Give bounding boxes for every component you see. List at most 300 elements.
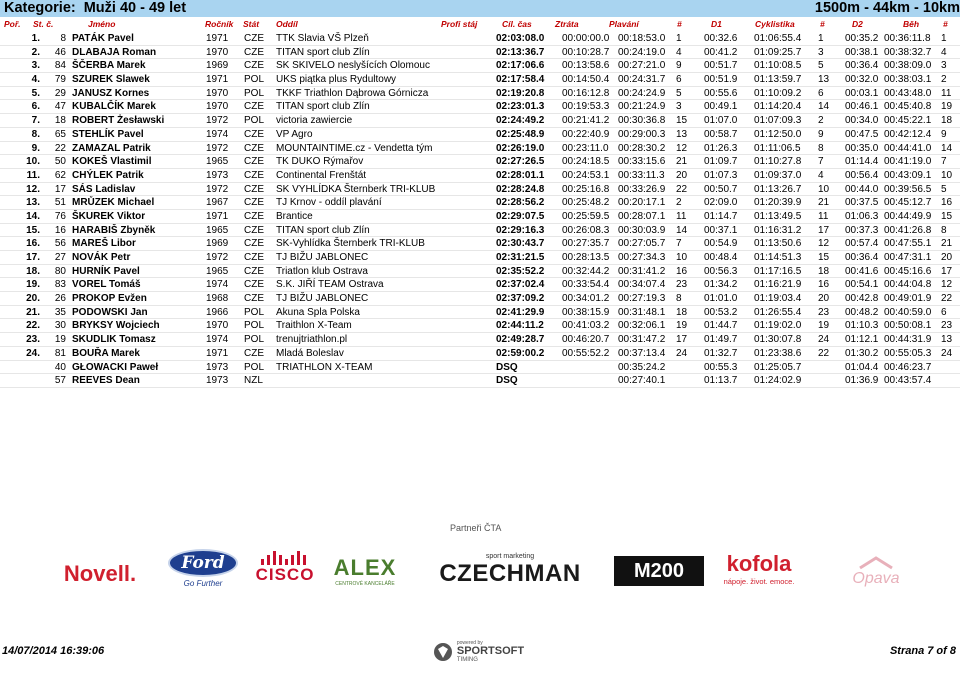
cell-club: TJ BIŽU JABLONEC — [276, 252, 369, 263]
cell-club: Continental Frenštát — [276, 169, 367, 181]
cell-name: SÁS Ladislav — [72, 183, 136, 195]
cell-run: 00:43:09.1 — [884, 169, 932, 181]
footer-page: Strana 7 of 8 — [889, 645, 956, 657]
cell-year: 1970 — [206, 320, 229, 332]
cell-n2: 1 — [818, 33, 824, 44]
cell-st: 80 — [54, 265, 66, 277]
cell-n1: 13 — [676, 128, 688, 140]
cell-d1: 01:01.0 — [704, 293, 738, 305]
cell-run: 00:45:12.7 — [884, 197, 932, 209]
cell-gap: 00:10:28.7 — [562, 46, 610, 58]
cell-name: HARABIŠ Zbyněk — [72, 224, 156, 236]
table-row — [0, 306, 960, 320]
novell-logo — [50, 556, 150, 592]
cell-d2: 01:36.9 — [845, 375, 879, 387]
cell-club: TITAN sport club Zlín — [276, 46, 370, 58]
cell-finish: 02:35:52.2 — [496, 265, 545, 277]
col-run: Běh — [903, 19, 920, 29]
cell-year: 1971 — [206, 347, 229, 359]
cell-year: 1972 — [206, 252, 229, 263]
table-row — [0, 73, 960, 87]
cell-swim: 00:30:03.9 — [618, 224, 666, 236]
cell-d2: 00:32.0 — [845, 74, 879, 86]
cell-n3: 2 — [941, 74, 947, 86]
cell-n2: 4 — [818, 169, 824, 181]
cell-n2: 15 — [818, 252, 830, 263]
cell-n2: 5 — [818, 60, 824, 72]
cell-st: 22 — [54, 142, 66, 154]
cell-year: 1973 — [206, 361, 229, 373]
cell-d1: 00:41.2 — [704, 46, 738, 58]
ford-logo — [163, 546, 243, 590]
cell-run: 00:38:09.0 — [884, 60, 932, 72]
cell-nat: CZE — [244, 60, 264, 72]
cell-st: 65 — [54, 128, 66, 140]
cell-n1: 6 — [676, 74, 682, 86]
cell-swim: 00:28:07.1 — [618, 210, 666, 222]
cell-swim: 00:32:06.1 — [618, 320, 666, 332]
cell-n1: 5 — [676, 87, 682, 99]
cell-run: 00:55:05.3 — [884, 347, 932, 359]
cell-club: SK VYHLÍDKA Šternberk TRI-KLUB — [276, 183, 436, 195]
cell-n1: 11 — [676, 210, 687, 222]
cell-bike: 01:12:50.0 — [754, 128, 802, 140]
col-d1: D1 — [711, 19, 722, 29]
cell-d2: 00:47.5 — [845, 128, 879, 140]
col-finish: Cíl. čas — [502, 19, 532, 29]
table-row — [0, 87, 960, 101]
cell-gap: 00:00:00.0 — [562, 33, 610, 44]
cell-bike: 01:09:37.0 — [754, 169, 802, 181]
sportsoft-text: SPORTSOFT — [456, 645, 525, 657]
cell-d2: 00:57.4 — [845, 238, 879, 250]
cell-n2: 11 — [818, 210, 829, 222]
distance-label: 1500m - 44km - 10km — [814, 0, 960, 16]
cell-name: ŠČERBA Marek — [72, 60, 146, 72]
cell-n2: 17 — [818, 224, 830, 236]
table-row — [0, 278, 960, 292]
cell-d1: 01:07.0 — [704, 115, 738, 127]
cell-nat: POL — [244, 115, 265, 127]
cell-d2: 00:56.4 — [845, 169, 879, 181]
cell-name: MAREŠ Libor — [72, 238, 136, 250]
cell-nat: CZE — [244, 224, 264, 236]
table-row — [0, 169, 960, 183]
cell-year: 1972 — [206, 183, 229, 195]
cell-n3: 21 — [941, 238, 953, 250]
sportsoft-icon — [432, 641, 454, 663]
cell-n2: 23 — [818, 306, 830, 318]
ford-text: Ford — [181, 552, 225, 573]
cell-run: 00:49:01.9 — [884, 293, 932, 305]
cell-run: 00:47:31.1 — [884, 252, 932, 263]
cell-finish: 02:28:01.1 — [496, 169, 545, 181]
cell-n3: 15 — [941, 210, 953, 222]
cell-bike: 01:13:50.6 — [754, 238, 802, 250]
cell-gap: 00:55:52.2 — [562, 347, 610, 359]
cell-n2: 2 — [818, 115, 824, 127]
cell-bike: 01:16:21.9 — [754, 279, 802, 291]
cell-gap: 00:25:48.2 — [562, 197, 610, 209]
cell-d1: 00:55.6 — [704, 87, 738, 99]
cell-por: 17. — [26, 252, 40, 263]
cell-n1: 19 — [676, 320, 688, 332]
cell-finish: DSQ — [496, 375, 518, 387]
cell-name: STEHLÍK Pavel — [72, 128, 144, 140]
cell-d1: 01:13.7 — [704, 375, 738, 387]
cell-finish: 02:41:29.9 — [496, 306, 545, 318]
cell-name: ŠKUREK Viktor — [72, 210, 146, 222]
cell-bike: 01:26:55.4 — [754, 306, 802, 318]
cell-club: TITAN sport club Zlín — [276, 224, 370, 236]
cell-n2: 10 — [818, 183, 830, 195]
cell-year: 1965 — [206, 265, 229, 277]
cell-bike: 01:24:02.9 — [754, 375, 802, 387]
cell-n2: 3 — [818, 46, 824, 58]
cell-d1: 01:49.7 — [704, 334, 738, 346]
cell-bike: 01:14:51.3 — [754, 252, 802, 263]
m200-text: M200 — [633, 559, 685, 582]
cell-run: 00:44:41.0 — [884, 142, 932, 154]
opava-logo — [846, 552, 906, 592]
cell-nat: CZE — [244, 142, 264, 154]
cell-st: 62 — [54, 169, 66, 181]
cell-swim: 00:27:21.0 — [618, 60, 666, 72]
table-row — [0, 265, 960, 279]
cell-d2: 01:30.2 — [845, 347, 879, 359]
cell-club: SK SKIVELO neslyšících Olomouc — [276, 60, 430, 72]
results-table — [0, 32, 960, 388]
cell-n2: 12 — [818, 238, 830, 250]
col-n1: # — [677, 19, 682, 29]
cell-n3: 1 — [941, 33, 947, 44]
cell-name: ROBERT Żesławski — [72, 115, 165, 127]
cell-n3: 20 — [941, 252, 953, 263]
cell-d1: 00:54.9 — [704, 238, 738, 250]
cell-n3: 19 — [941, 101, 953, 113]
cell-n1: 9 — [676, 60, 682, 72]
cell-bike: 01:30:07.8 — [754, 334, 802, 346]
cell-bike: 01:23:38.6 — [754, 347, 802, 359]
cell-n3: 4 — [941, 46, 947, 58]
cell-por: 24. — [26, 347, 40, 359]
cell-swim: 00:29:00.3 — [618, 128, 666, 140]
cell-por: 9. — [31, 142, 40, 154]
cell-d2: 00:46.1 — [845, 101, 879, 113]
cell-bike: 01:13:26.7 — [754, 183, 802, 195]
cell-por: 1. — [31, 33, 40, 44]
cell-name: REEVES Dean — [72, 375, 140, 387]
cell-nat: CZE — [244, 238, 264, 250]
cell-nat: NZL — [244, 375, 263, 387]
cell-d2: 00:54.1 — [845, 279, 879, 291]
cell-club: S.K. JIŘÍ TEAM Ostrava — [276, 279, 384, 291]
cell-gap: 00:26:08.3 — [562, 224, 610, 236]
cell-bike: 01:20:39.9 — [754, 197, 802, 209]
cell-st: 40 — [54, 361, 66, 373]
cell-year: 1969 — [206, 60, 229, 72]
cell-st: 76 — [54, 210, 66, 222]
cell-year: 1970 — [206, 46, 229, 58]
table-row — [0, 32, 960, 46]
cell-run: 00:47:55.1 — [884, 238, 932, 250]
cell-swim: 00:35:24.2 — [618, 361, 666, 373]
cell-gap: 00:13:58.6 — [562, 60, 610, 72]
cell-n1: 4 — [676, 46, 682, 58]
cell-bike: 01:10:27.8 — [754, 156, 802, 168]
kofola-logo — [716, 548, 802, 588]
cell-n1: 23 — [676, 279, 688, 291]
cell-n1: 2 — [676, 197, 682, 209]
cell-swim: 00:31:47.2 — [618, 334, 666, 346]
cisco-logo — [253, 548, 317, 588]
cell-finish: 02:27:26.5 — [496, 156, 545, 168]
sportsoft-sub: TIMING — [456, 657, 478, 663]
cell-d1: 00:58.7 — [704, 128, 738, 140]
col-por: Poř. — [4, 19, 21, 29]
cell-year: 1973 — [206, 375, 229, 387]
alex-text: ALEX — [333, 555, 397, 580]
cell-st: 16 — [54, 224, 66, 236]
cell-n2: 13 — [818, 74, 830, 86]
cell-year: 1970 — [206, 101, 229, 113]
cell-gap: 00:25:59.5 — [562, 210, 610, 222]
cell-bike: 01:17:16.5 — [754, 265, 802, 277]
cell-n2: 21 — [818, 197, 830, 209]
cell-swim: 00:37:13.4 — [618, 347, 666, 359]
cell-st: 35 — [54, 306, 66, 318]
table-row — [0, 347, 960, 361]
cell-club: TK DUKO Rýmařov — [276, 156, 364, 168]
cell-finish: 02:37:09.2 — [496, 293, 545, 305]
table-row — [0, 46, 960, 60]
cell-st: 8 — [60, 33, 66, 44]
col-profi: Profi stáj — [441, 19, 478, 29]
table-row — [0, 128, 960, 142]
cell-name: KOKEŠ Vlastimil — [72, 156, 152, 168]
cell-club: TITAN sport club Zlín — [276, 101, 370, 113]
cell-n1: 20 — [676, 169, 688, 181]
cell-st: 79 — [54, 74, 66, 86]
cell-run: 00:45:22.1 — [884, 115, 932, 127]
cell-d2: 00:48.2 — [845, 306, 879, 318]
cell-n2: 8 — [818, 142, 824, 154]
cell-d1: 00:48.4 — [704, 252, 738, 263]
cell-d2: 00:38.1 — [845, 46, 879, 58]
cell-nat: CZE — [244, 197, 264, 209]
table-row — [0, 361, 960, 375]
kofola-text: kofola — [726, 550, 792, 576]
table-row — [0, 59, 960, 73]
cell-name: MRŮZEK Michael — [72, 197, 155, 209]
cell-por: 4. — [31, 74, 40, 86]
cell-run: 00:38:32.7 — [884, 46, 932, 58]
cell-club: Mladá Boleslav — [276, 347, 344, 359]
category — [4, 0, 186, 17]
cell-d1: 01:07.3 — [704, 169, 738, 181]
cell-run: 00:41:19.0 — [884, 156, 932, 168]
cell-gap: 00:34:01.2 — [562, 293, 610, 305]
cell-bike: 01:25:05.7 — [754, 361, 802, 373]
cell-d2: 01:12.1 — [845, 334, 879, 346]
cell-swim: 00:27:19.3 — [618, 293, 666, 305]
cell-por: 23. — [26, 334, 40, 346]
cell-nat: POL — [244, 334, 265, 346]
col-bike: Cyklistika — [755, 19, 795, 29]
cell-swim: 00:20:17.1 — [618, 197, 666, 209]
cell-club: SK-Vyhlídka Šternberk TRI-KLUB — [276, 238, 425, 250]
partners-label: Partneři ČTA — [450, 523, 502, 533]
cell-gap: 00:32:44.2 — [562, 265, 610, 277]
cell-n1: 1 — [676, 33, 682, 44]
table-row — [0, 155, 960, 169]
col-club: Oddíl — [276, 19, 298, 29]
cell-bike: 01:14:20.4 — [754, 101, 802, 113]
table-row — [0, 100, 960, 114]
cell-run: 00:39:56.5 — [884, 183, 932, 195]
cell-club: Brantice — [276, 210, 313, 222]
cell-st: 29 — [54, 87, 66, 99]
cell-n1: 12 — [676, 142, 688, 154]
cell-st: 84 — [54, 60, 66, 72]
cell-d2: 01:04.4 — [845, 361, 879, 373]
cell-d1: 01:34.2 — [704, 279, 738, 291]
opava-text: Opava — [852, 570, 900, 587]
cell-n2: 19 — [818, 320, 830, 332]
cell-n2: 20 — [818, 293, 830, 305]
cell-d2: 00:35.0 — [845, 142, 879, 154]
cell-n1: 7 — [676, 238, 682, 250]
ford-oval — [168, 549, 238, 577]
cell-d1: 01:14.7 — [704, 210, 738, 222]
cell-nat: CZE — [244, 101, 264, 113]
table-header — [0, 17, 960, 31]
cell-finish: 02:03:08.0 — [496, 33, 545, 44]
cell-n1: 24 — [676, 347, 688, 359]
cell-gap: 00:22:40.9 — [562, 128, 610, 140]
cell-finish: 02:28:56.2 — [496, 197, 545, 209]
cell-n3: 6 — [941, 306, 947, 318]
cell-gap: 00:24:18.5 — [562, 156, 610, 168]
opava-crest-icon — [856, 556, 896, 570]
cell-por: 3. — [31, 60, 40, 72]
cell-st: 51 — [54, 197, 66, 209]
cell-gap: 00:33:54.4 — [562, 279, 610, 291]
cell-n2: 7 — [818, 156, 824, 168]
cell-gap: 00:28:13.5 — [562, 252, 610, 263]
alex-logo — [330, 552, 400, 590]
cell-st: 26 — [54, 293, 66, 305]
cell-por: 20. — [26, 293, 40, 305]
cell-name: NOVÁK Petr — [72, 252, 131, 263]
col-st: St. č. — [33, 19, 54, 29]
cell-d2: 01:06.3 — [845, 210, 879, 222]
cell-swim: 00:27:34.3 — [618, 252, 666, 263]
cell-d1: 00:32.6 — [704, 33, 738, 44]
cell-st: 47 — [54, 101, 66, 113]
cell-finish: 02:24:49.2 — [496, 115, 545, 127]
cell-n1: 16 — [676, 265, 688, 277]
cell-por: 12. — [26, 183, 40, 195]
cell-n2: 6 — [818, 87, 824, 99]
cell-year: 1965 — [206, 156, 229, 168]
col-year: Ročník — [205, 19, 234, 29]
cell-swim: 00:34:07.4 — [618, 279, 666, 291]
category-label: Kategorie: — [4, 0, 76, 16]
cell-bike: 01:06:55.4 — [754, 33, 802, 44]
cell-st: 30 — [54, 320, 66, 332]
cell-n3: 5 — [941, 183, 947, 195]
cell-n3: 7 — [941, 156, 947, 168]
table-row — [0, 374, 960, 388]
cell-por: 11. — [26, 169, 40, 181]
cell-finish: 02:59:00.2 — [496, 347, 545, 359]
cell-n2: 14 — [818, 101, 830, 113]
cell-n3: 22 — [941, 293, 953, 305]
cell-nat: CZE — [244, 169, 264, 181]
cell-n1: 18 — [676, 306, 688, 318]
cell-club: VP Agro — [276, 128, 313, 140]
table-row — [0, 319, 960, 333]
cell-gap: 00:23:11.0 — [562, 142, 609, 154]
cell-year: 1965 — [206, 224, 229, 236]
cell-n3: 3 — [941, 60, 947, 72]
cell-d1: 00:55.3 — [704, 361, 738, 373]
cell-run: 00:46:23.7 — [884, 361, 932, 373]
cell-finish: 02:25:48.9 — [496, 128, 545, 140]
cell-year: 1974 — [206, 128, 229, 140]
cell-st: 46 — [54, 46, 66, 58]
czechman-text: CZECHMAN — [439, 559, 581, 587]
cell-finish: 02:29:07.5 — [496, 210, 545, 222]
table-row — [0, 333, 960, 347]
cell-year: 1971 — [206, 74, 229, 86]
cell-swim: 00:27:40.1 — [618, 375, 666, 387]
cell-por: 16. — [26, 238, 40, 250]
cell-n1: 21 — [676, 156, 688, 168]
sportsoft-powered: powered by — [456, 640, 483, 646]
cell-run: 00:43:57.4 — [884, 375, 932, 387]
cell-st: 17 — [54, 183, 66, 195]
col-name: Jméno — [88, 19, 116, 29]
cell-gap: 00:25:16.8 — [562, 183, 610, 195]
col-swim: Plavání — [609, 19, 639, 29]
cell-club: Traithlon X-Team — [276, 320, 352, 332]
cell-swim: 00:33:11.3 — [618, 169, 665, 181]
cell-nat: CZE — [244, 347, 264, 359]
cell-finish: 02:17:58.4 — [496, 74, 545, 86]
table-row — [0, 210, 960, 224]
cell-club: TRIATHLON X-TEAM — [276, 361, 373, 373]
cell-d2: 00:37.5 — [845, 197, 879, 209]
col-gap: Ztráta — [555, 19, 579, 29]
cell-year: 1972 — [206, 142, 229, 154]
cell-d2: 00:03.1 — [845, 87, 879, 99]
cell-n3: 8 — [941, 224, 947, 236]
cell-nat: POL — [244, 87, 265, 99]
cell-finish: 02:30:43.7 — [496, 238, 545, 250]
cell-bike: 01:13:49.5 — [754, 210, 802, 222]
cell-year: 1968 — [206, 293, 229, 305]
cell-name: CHÝLEK Patrik — [72, 169, 144, 181]
cell-st: 83 — [54, 279, 66, 291]
cell-nat: CZE — [244, 156, 264, 168]
cell-st: 27 — [54, 252, 66, 263]
cell-gap: 00:14:50.4 — [562, 74, 610, 86]
cell-name: PATÁK Pavel — [72, 33, 134, 44]
cell-gap: 00:24:53.1 — [562, 169, 610, 181]
cisco-text: CISCO — [255, 565, 315, 584]
